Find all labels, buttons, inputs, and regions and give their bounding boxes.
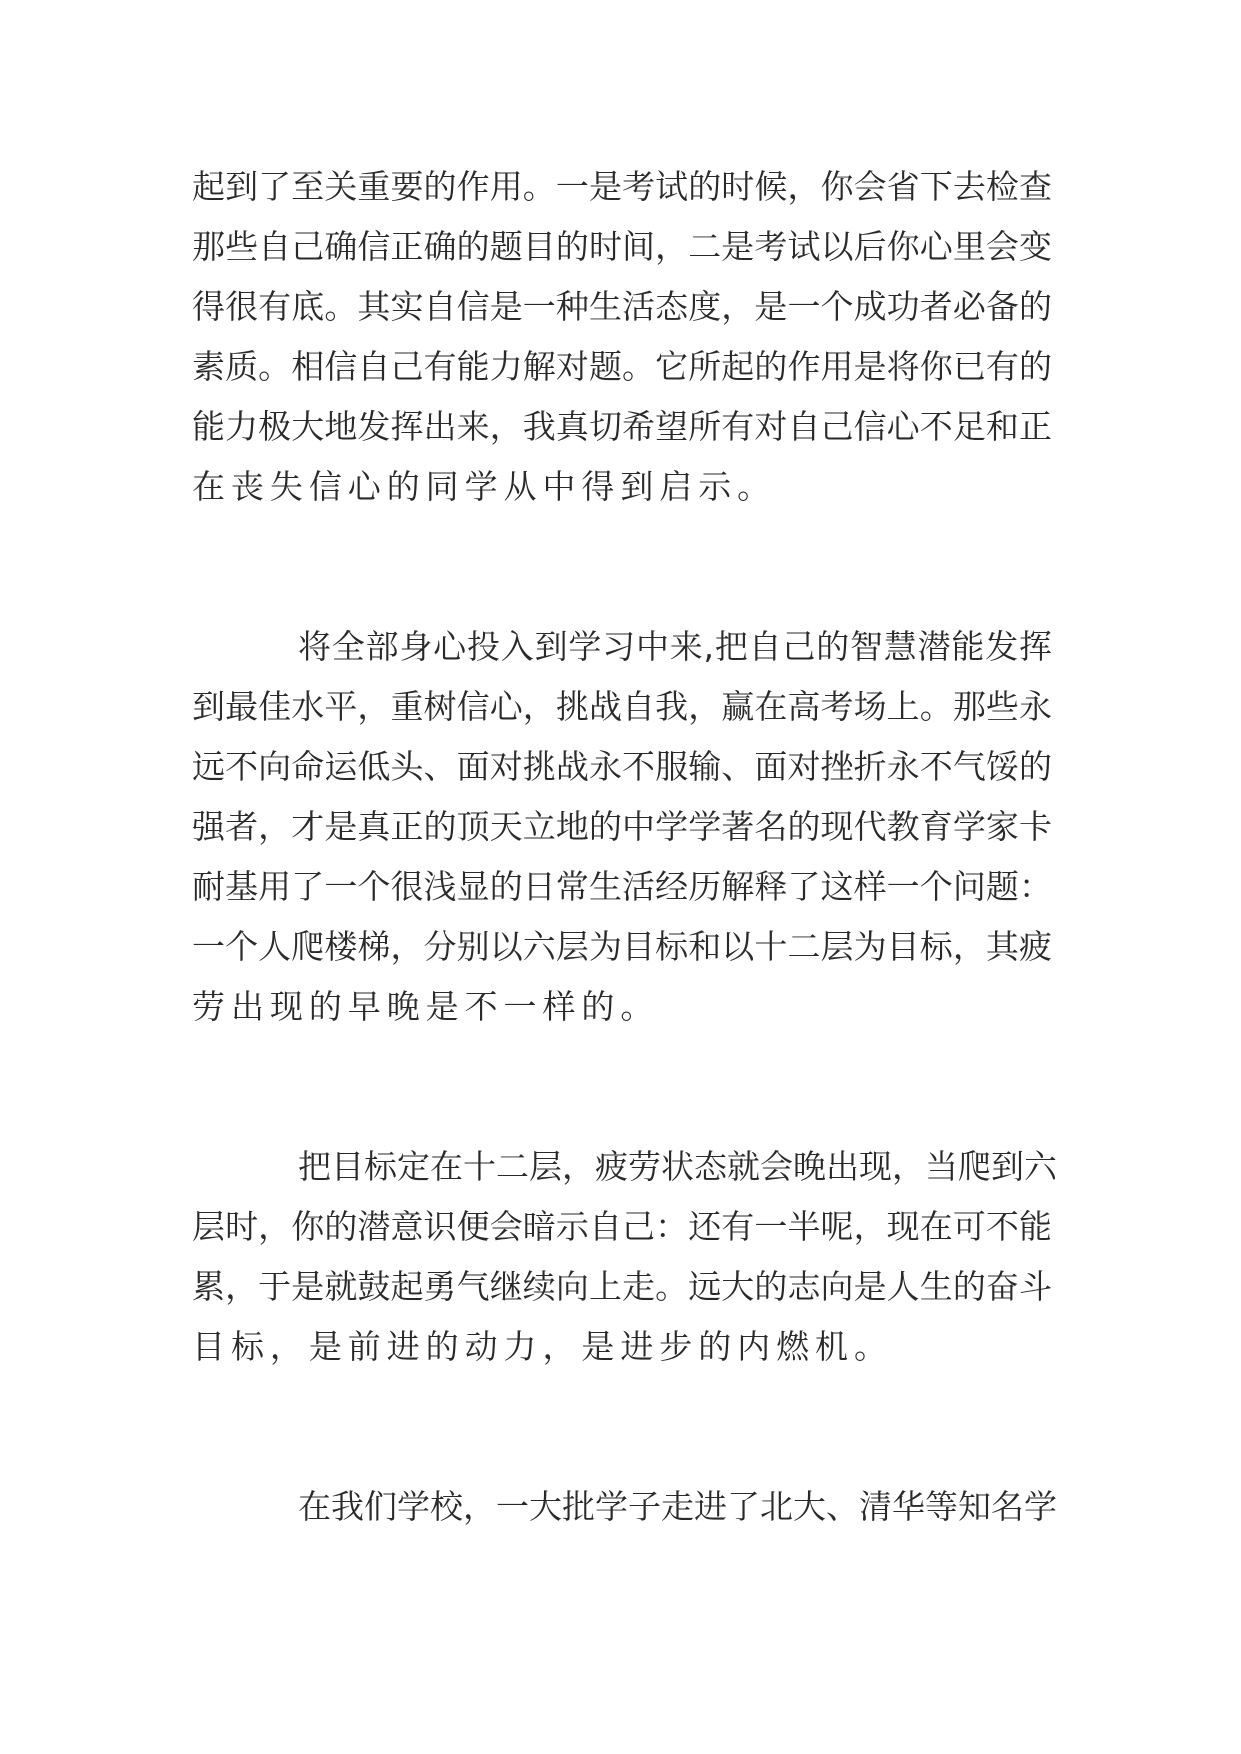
text-line: 耐基用了一个很浅显的日常生活经历解释了这样一个问题：	[192, 867, 1052, 906]
text-line: 累，于是就鼓起勇气继续向上走。远大的志向是人生的奋斗	[192, 1267, 1052, 1306]
text-line: 素质。相信自己有能力解对题。它所起的作用是将你已有的	[192, 347, 1052, 386]
text-line: 目标，是前进的动力，是进步的内燃机。	[192, 1327, 893, 1366]
text-line: 在丧失信心的同学从中得到启示。	[192, 467, 777, 506]
text-line: 把目标定在十二层，疲劳状态就会晚出现，当爬到六	[298, 1147, 1057, 1186]
text-line: 强者，才是真正的顶天立地的中学学著名的现代教育学家卡	[192, 807, 1052, 846]
text-line: 那些自己确信正确的题目的时间，二是考试以后你心里会变	[192, 227, 1052, 266]
text-line: 远不向命运低头、面对挑战永不服输、面对挫折永不气馁的	[192, 747, 1052, 786]
text-line: 劳出现的早晚是不一样的。	[192, 987, 660, 1026]
text-line: 一个人爬楼梯，分别以六层为目标和以十二层为目标，其疲	[192, 927, 1052, 966]
text-line: 能力极大地发挥出来，我真切希望所有对自己信心不足和正	[192, 407, 1052, 446]
text-line: 层时，你的潜意识便会暗示自己：还有一半呢，现在可不能	[192, 1207, 1052, 1246]
text-line: 起到了至关重要的作用。一是考试的时候，你会省下去检查	[192, 167, 1052, 206]
text-line: 到最佳水平，重树信心，挑战自我，赢在高考场上。那些永	[192, 687, 1052, 726]
text-line: 在我们学校，一大批学子走进了北大、清华等知名学	[298, 1487, 1057, 1526]
text-line: 得很有底。其实自信是一种生活态度，是一个成功者必备的	[192, 287, 1052, 326]
text-line: 将全部身心投入到学习中来,把自己的智慧潜能发挥	[298, 627, 1052, 666]
